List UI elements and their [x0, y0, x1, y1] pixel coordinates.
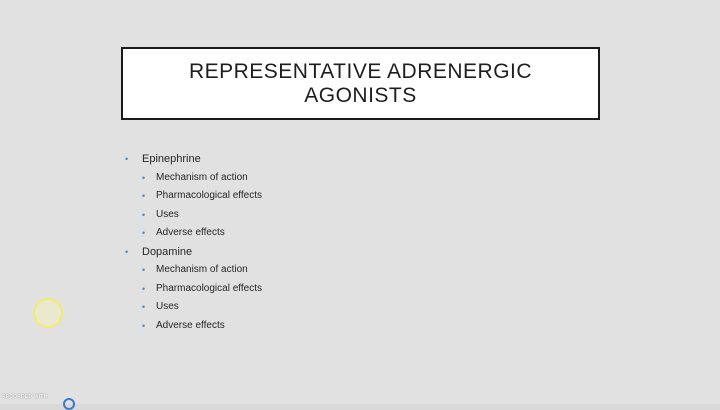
section-label: Dopamine [142, 245, 193, 258]
slide-title: REPRESENTATIVE ADRENERGIC AGONISTS [188, 59, 533, 107]
title-box [121, 47, 600, 120]
list-item [142, 261, 262, 280]
item-label: Uses [156, 208, 179, 220]
list-item [142, 280, 262, 299]
bullet-list [125, 150, 262, 335]
section-dopamine [125, 243, 262, 262]
cursor-highlight-icon [33, 298, 63, 328]
item-label: Pharmacological effects [156, 282, 262, 294]
recorder-watermark: RECORDED WITH [2, 394, 48, 400]
section-label: Epinephrine [142, 153, 201, 165]
section-epinephrine [125, 150, 262, 169]
bullet-icon: • [142, 191, 146, 201]
bullet-icon: • [125, 246, 129, 257]
item-label: Uses [156, 301, 179, 312]
bullet-icon: • [142, 320, 146, 331]
bullet-icon: • [142, 283, 146, 294]
bullet-icon: • [142, 209, 146, 220]
list-item [142, 317, 262, 336]
item-label: Mechanism of action [156, 264, 248, 275]
bullet-icon: • [142, 172, 146, 183]
list-item [142, 224, 262, 243]
bullet-icon: • [142, 302, 146, 312]
list-item [142, 187, 262, 206]
list-item [142, 169, 262, 188]
bullet-icon: • [142, 265, 146, 275]
bullet-icon: • [142, 228, 146, 238]
item-label: Adverse effects [156, 227, 225, 238]
bullet-icon: • [125, 154, 129, 164]
item-label: Pharmacological effects [156, 190, 262, 201]
item-label: Adverse effects [156, 319, 225, 331]
item-label: Mechanism of action [156, 171, 248, 183]
list-item [142, 298, 262, 317]
recorder-logo-icon [63, 398, 75, 410]
list-item [142, 206, 262, 225]
